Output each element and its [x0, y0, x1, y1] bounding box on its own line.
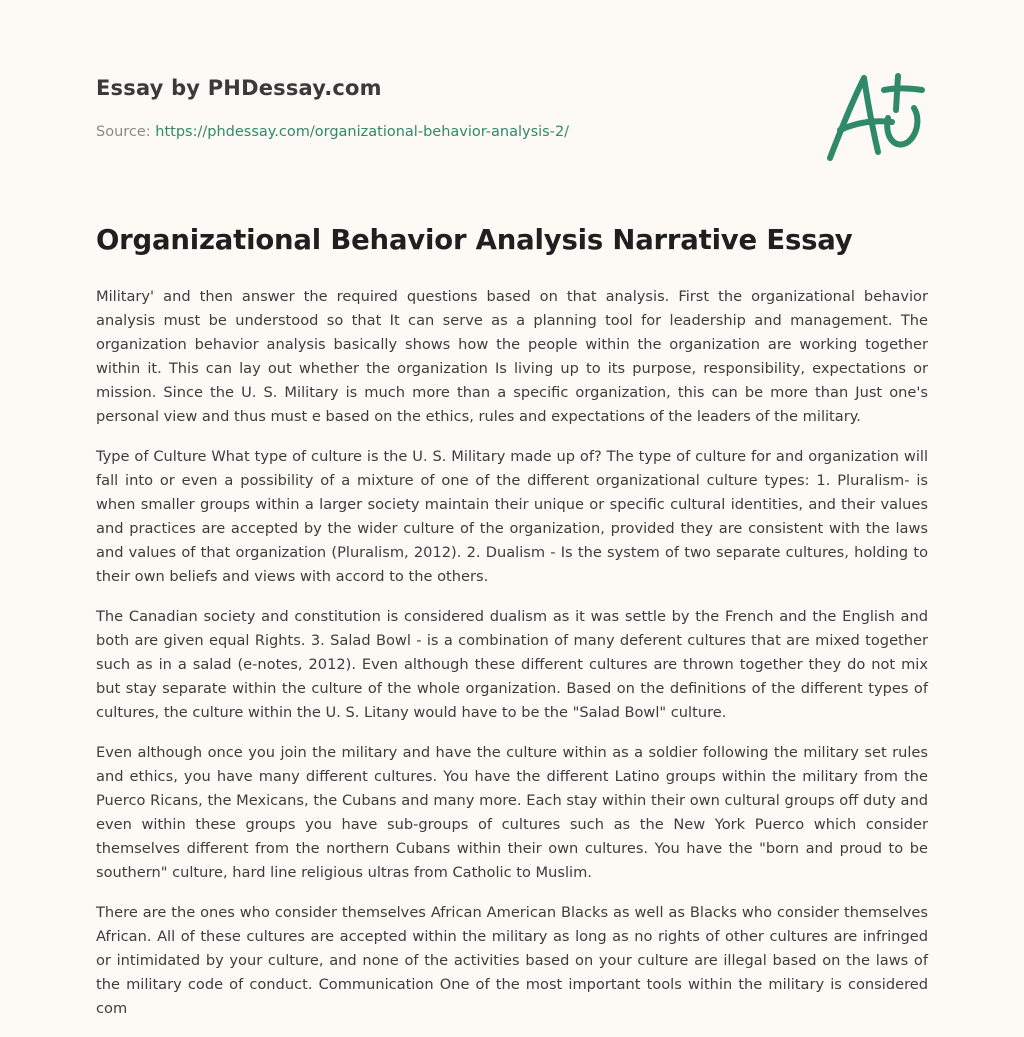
essay-paragraph: There are the ones who consider themselves African American Blacks as well as Blacks who consider themselves African. All of these cultures are accepted within the military as long as no rights of other cultures are infringed or intimidated by your culture, and none of the activities based on your culture are illegal based on the laws of the military code of conduct. Communication One of the most important tools within the military is considered com: [96, 904, 928, 1017]
source-line: [96, 124, 569, 140]
essay-paragraph: Military' and then answer the required questions based on that analysis. First the organizational behavior analysis must be understood so that It can serve as a planning tool for leadership and management. The organization behavior analysis basically shows how the people within the organization are working together within it. This can lay out whether the organization Is living up to its purpose, responsibility, expectations or mission. Since the U. S. Military is much more than a specific organization, this can be more than Just one's personal view and thus must e based on the ethics, rules and expectations of the leaders of the military.: [96, 288, 928, 425]
essay-title: Organizational Behavior Analysis Narrative Essay: [96, 224, 853, 256]
source-label: Source:: [96, 124, 151, 140]
a-plus-logo-icon: [818, 66, 930, 166]
source-link[interactable]: https://phdessay.com/organizational-behavior-analysis-2/: [155, 124, 570, 140]
a-plus-logo-svg: [818, 66, 930, 166]
site-title: Essay by PHDessay.com: [96, 76, 382, 100]
essay-body: [96, 285, 928, 1037]
essay-paragraph: Even although once you join the military and have the culture within as a soldier following the military set rules and ethics, you have many different cultures. You have the different Latino groups within the military from the Puerco Ricans, the Mexicans, the Cubans and many more. Each stay within their own cultural groups off duty and even within these groups you have sub-groups of cultures such as the New York Puerco which consider themselves different from the northern Cubans within their own cultures. You have the "born and proud to be southern" culture, hard line religious ultras from Catholic to Muslim.: [96, 744, 928, 881]
essay-paragraph: The Canadian society and constitution is considered dualism as it was settle by the French and the English and both are given equal Rights. 3. Salad Bowl - is a combination of many deferent cultures that are mixed together such as in a salad (e-notes, 2012). Even although these different cultures are thrown together they do not mix but stay separate within the culture of the whole organization. Based on the definitions of the different types of cultures, the culture within the U. S. Litany would have to be the "Salad Bowl" culture.: [96, 608, 928, 721]
essay-paragraph: Type of Culture What type of culture is the U. S. Military made up of? The type of culture for and organization will fall into or even a possibility of a mixture of one of the different organizational culture types: 1. Pluralism- is when smaller groups within a larger society maintain their unique or specific cultural identities, and their values and practices are accepted by the wider culture of the organization, provided they are consistent with the laws and values of that organization (Pluralism, 2012). 2. Dualism - Is the system of two separate cultures, holding to their own beliefs and views with accord to the others.: [96, 448, 928, 585]
